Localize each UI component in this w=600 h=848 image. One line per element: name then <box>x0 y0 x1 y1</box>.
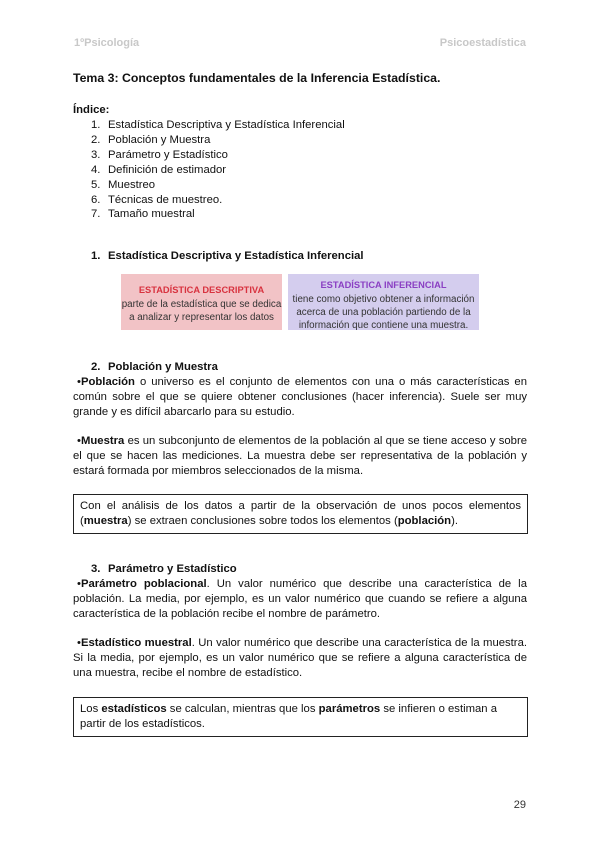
parametro-definition: •Parámetro poblacional. Un valor numérico que describe una característica de la población. La media, por ejemplo, es un valor numérico que cuando se refiere a alguna característica de la población recibe el nombre de parámetro. <box>73 578 527 620</box>
estadistico-definition: •Estadístico muestral. Un valor numérico que describe una característica de la muestra. Si la media, por ejemplo, es un valor numérico que se refiere a alguna característica de una muestra, recibe el nombre de estadístico. <box>73 637 527 679</box>
index-item: 6. Técnicas de muestreo. <box>91 193 223 206</box>
poblacion-definition: •Población o universo es el conjunto de elementos con una o más características en común sobre el que se quiere obtener conclusiones (hacer inferencia). Suele ser muy grande y es difícil abarcarlo para su estudio. <box>73 376 527 418</box>
index-list <box>91 118 345 222</box>
index-item: 3. Parámetro y Estadístico <box>91 148 228 161</box>
section3-heading: 3. Parámetro y Estadístico <box>91 563 237 575</box>
muestra-definition: •Muestra es un subconjunto de elementos de la población al que se tiene acceso y sobre el que se hacen las mediciones. La muestra debe ser representativa de la población y estará formada por miembros seleccionados de la misma. <box>73 435 527 477</box>
summary-box-estadisticos-parametros: Los estadísticos se calculan, mientras que los parámetros se infieren o estiman a partir de los estadísticos. <box>73 697 528 737</box>
index-label: Índice: <box>73 104 110 116</box>
section2-heading: 2. Población y Muestra <box>91 361 218 373</box>
page-title: Tema 3: Conceptos fundamentales de la Inferencia Estadística. <box>73 71 441 85</box>
header-course: 1ºPsicología <box>74 37 140 49</box>
inferential-card-title: ESTADÍSTICA INFERENCIAL <box>320 280 447 290</box>
inferential-stats-card <box>288 274 479 330</box>
inferential-card-line: tiene como objetivo obtener a información <box>292 294 475 305</box>
index-item: 7. Tamaño muestral <box>91 208 195 221</box>
descriptive-card-title: ESTADÍSTICA DESCRIPTIVA <box>138 285 265 295</box>
index-item: 5. Muestreo <box>91 178 156 191</box>
term-poblacion: Población <box>80 376 135 388</box>
term-parametro: Parámetro poblacional <box>80 578 207 590</box>
inferential-card-line: información que contiene una muestra. <box>298 320 469 331</box>
descriptive-stats-card <box>121 274 282 330</box>
index-item: 4. Definición de estimador <box>91 163 227 176</box>
section1-heading: 1. Estadística Descriptiva y Estadística Inferencial <box>91 250 364 262</box>
index-item: 1. Estadística Descriptiva y Estadística Inferencial <box>91 119 345 131</box>
term-estadistico: Estadístico muestral <box>80 637 192 649</box>
descriptive-card-line: parte de la estadística que se dedica <box>121 299 282 310</box>
descriptive-card-line: a analizar y representar los datos <box>129 312 274 323</box>
header-subject: Psicoestadística <box>439 37 526 49</box>
index-item: 2. Población y Muestra <box>91 133 211 146</box>
summary-box-muestra-poblacion: Con el análisis de los datos a partir de la observación de unos pocos elementos (muestra) se extraen conclusiones sobre todos los elementos (población). <box>73 494 528 534</box>
inferential-card-line: acerca de una población partiendo de la <box>296 307 471 318</box>
term-muestra: Muestra <box>80 435 125 447</box>
page-number: 29 <box>513 799 526 811</box>
